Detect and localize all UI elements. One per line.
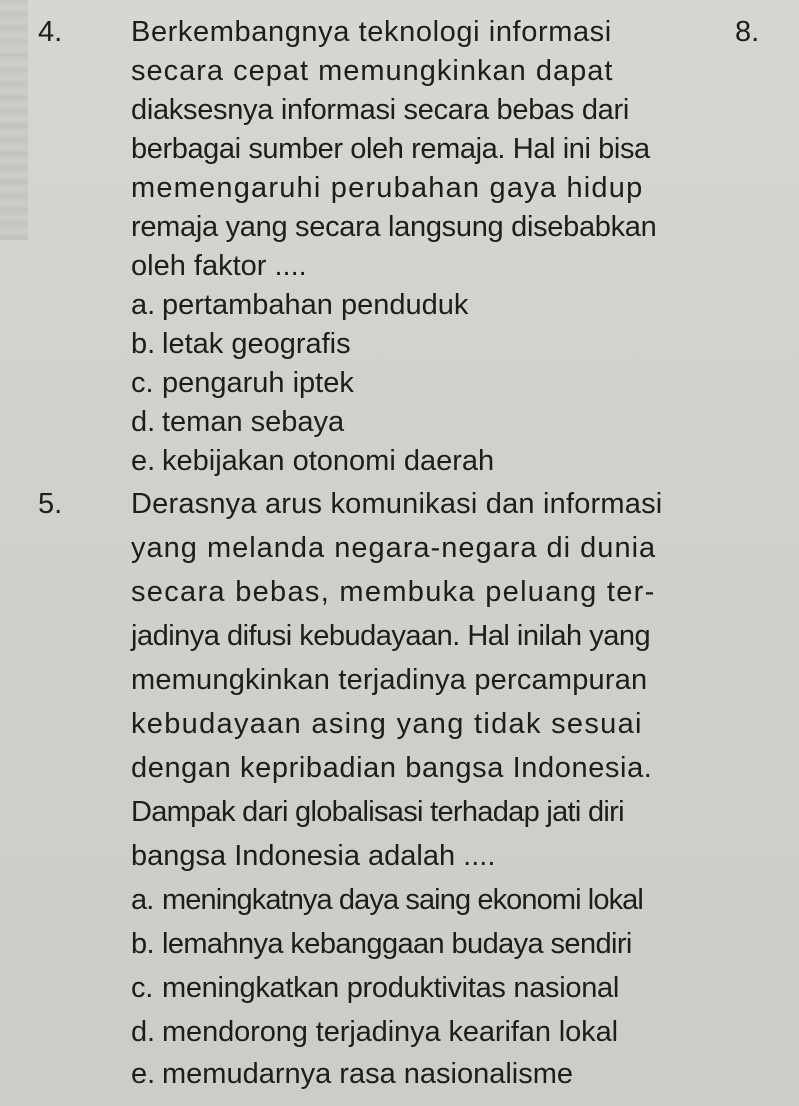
- question-text-line: remaja yang secara langsung disebabkan: [131, 211, 657, 243]
- question-text-line: Dampak dari globalisasi terhadap jati diri: [131, 796, 624, 828]
- answer-option-a: [131, 291, 468, 320]
- question-text-line: kebudayaan asing yang tidak sesuai: [131, 708, 643, 740]
- option-letter: c.: [131, 972, 153, 1004]
- question-text-line: Derasnya arus komunikasi dan informasi: [131, 488, 663, 520]
- answer-option-d: [131, 408, 344, 437]
- option-letter: d.: [131, 1016, 155, 1048]
- question-text-line: jadinya difusi kebudayaan. Hal inilah yang: [131, 620, 651, 652]
- question-text-line: dengan kepribadian bangsa Indonesia.: [131, 752, 653, 784]
- question-text-line: secara bebas, membuka peluang ter-: [131, 576, 656, 608]
- adjacent-column-number: 8.: [735, 16, 760, 48]
- question-text-line: diaksesnya informasi secara bebas dari: [131, 94, 629, 126]
- answer-option-a: [131, 886, 643, 915]
- question-text-line: memengaruhi perubahan gaya hidup: [131, 172, 644, 204]
- answer-option-b: [131, 930, 632, 959]
- option-text: memudarnya rasa nasionalisme: [162, 1058, 574, 1090]
- option-letter: a.: [131, 884, 154, 916]
- question-text-line: Berkembangnya teknologi informasi: [131, 16, 612, 48]
- option-letter: b.: [131, 328, 156, 360]
- option-letter: e.: [131, 1058, 156, 1090]
- answer-option-c: [131, 369, 354, 398]
- option-letter: d.: [131, 406, 156, 438]
- answer-option-e: [131, 447, 494, 476]
- answer-option-e: [131, 1060, 573, 1089]
- question-number: 5.: [38, 488, 63, 520]
- question-text-line: memungkinkan terjadinya percampuran: [131, 664, 648, 696]
- question-text-line: secara cepat memungkinkan dapat: [131, 55, 614, 87]
- option-letter: b.: [131, 928, 154, 960]
- page-binding-edge: [0, 0, 28, 240]
- question-text-line: bangsa Indonesia adalah ....: [131, 840, 496, 872]
- option-letter: e.: [131, 445, 156, 477]
- answer-option-c: [131, 974, 619, 1003]
- option-text: pengaruh iptek: [162, 367, 354, 399]
- answer-option-b: [131, 330, 351, 359]
- question-text-line: yang melanda negara-negara di dunia: [131, 532, 657, 564]
- option-text: lemahnya kebanggaan budaya sendiri: [162, 928, 632, 960]
- question-text-line: oleh faktor ....: [131, 250, 307, 282]
- option-text: meningkatkan produktivitas nasional: [162, 972, 619, 1004]
- option-letter: c.: [131, 367, 154, 399]
- option-letter: a.: [131, 289, 156, 321]
- option-text: mendorong terjadinya kearifan lokal: [162, 1016, 618, 1048]
- answer-option-d: [131, 1018, 618, 1047]
- question-text-line: berbagai sumber oleh remaja. Hal ini bisa: [131, 133, 650, 165]
- option-text: pertambahan penduduk: [162, 289, 469, 321]
- option-text: teman sebaya: [162, 406, 345, 438]
- option-text: meningkatnya daya saing ekonomi lokal: [162, 884, 643, 916]
- option-text: letak geografis: [162, 328, 351, 360]
- option-text: kebijakan otonomi daerah: [162, 445, 495, 477]
- question-number: 4.: [38, 16, 63, 48]
